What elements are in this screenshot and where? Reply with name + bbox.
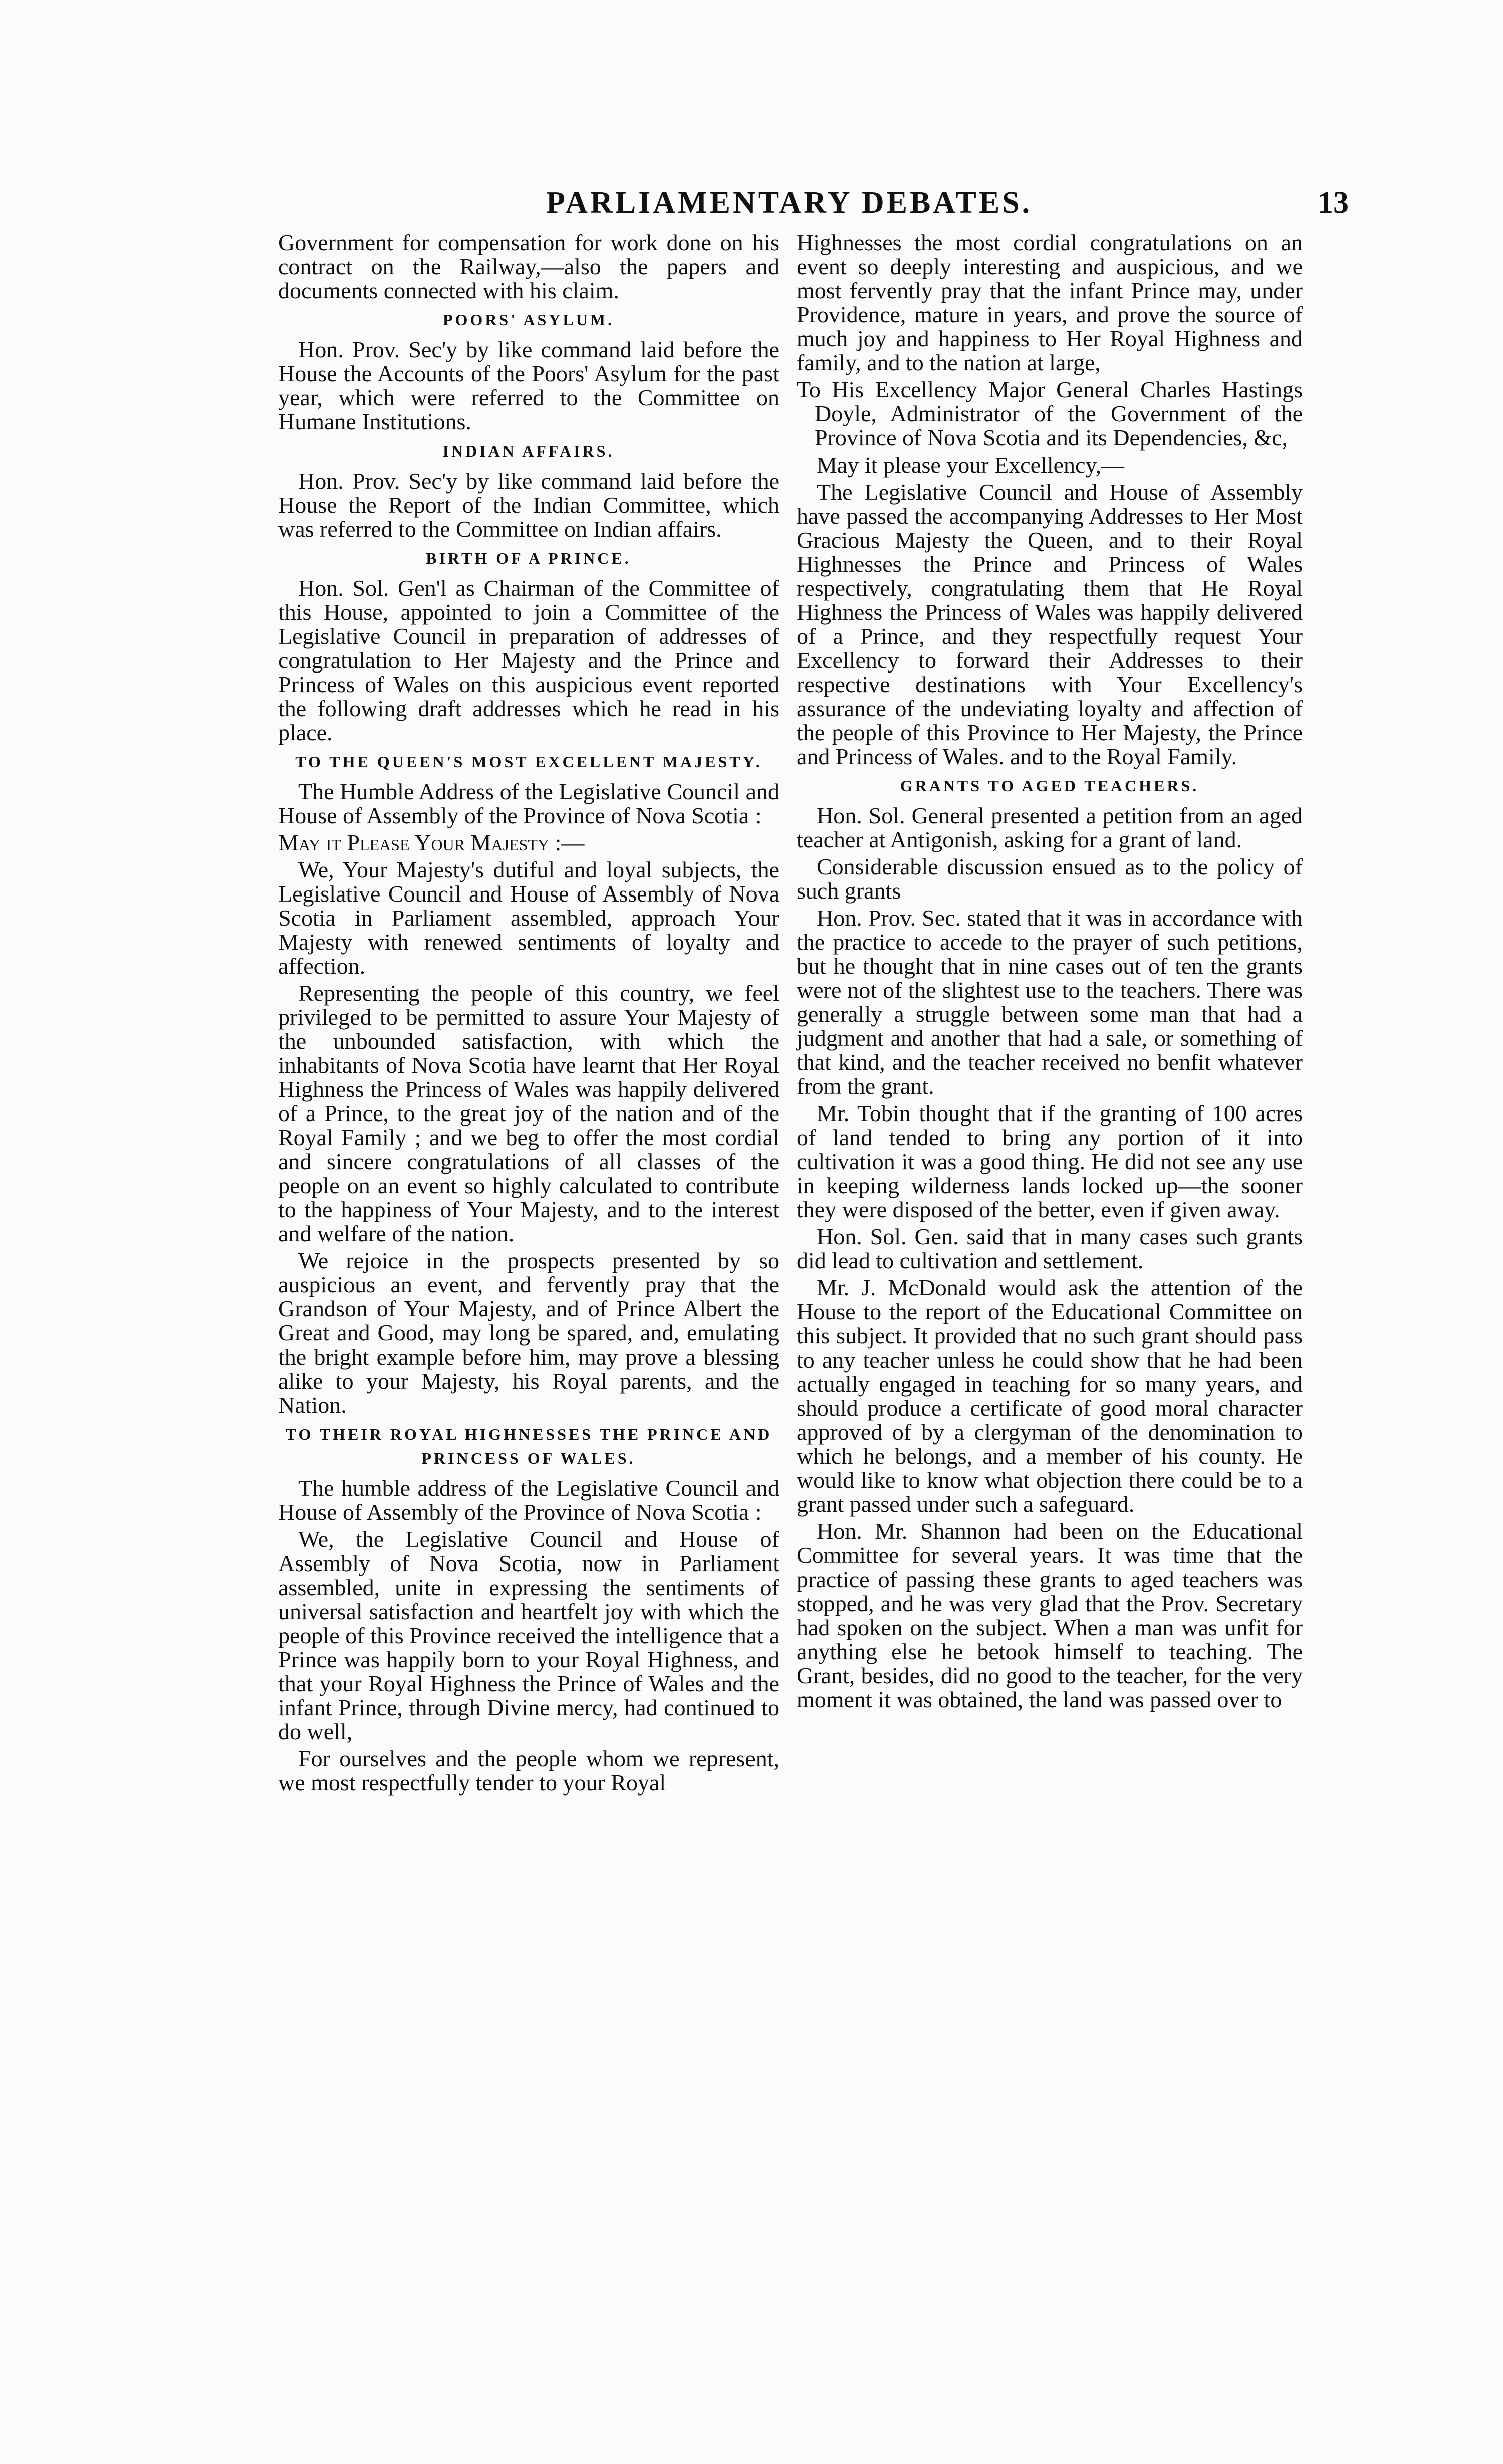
page-header	[0, 185, 1503, 226]
paragraph: We, Your Majesty's dutiful and loyal subjects, the Legislative Council and House of Assembly of Nova Scotia in Parliament assembled, approach Your Majesty with renewed sentiments of loyalty and affection.	[278, 857, 779, 979]
paragraph: Hon. Sol. Gen. said that in many cases such grants did lead to cultivation and settlement.	[797, 1224, 1303, 1273]
address-block: To His Excellency Major General Charles Hastings Doyle, Administrator of the Government of the Province of Nova Scotia and its Dependencies, &c,	[797, 377, 1303, 451]
section-heading: INDIAN AFFAIRS.	[442, 442, 615, 460]
running-title: PARLIAMENTARY DEBATES.	[546, 186, 1033, 220]
paragraph: We rejoice in the prospects presented by so auspicious an event, and fervently pray that the Grandson of Your Majesty, and of Prince Albert the Great and Good, may long be spared, and, emulating the bright example before him, may prove a blessing alike to your Majesty, his Royal parents, and the Nation.	[278, 1248, 779, 1418]
paragraph: Hon. Mr. Shannon had been on the Educational Committee for several years. It was time that the practice of passing these grants to aged teachers was stopped, and he was very glad that the Prov. Secretary had spoken on the subject. When a man was unfit for anything else he betook himself to teaching. The Grant, besides, did no good to the teacher, for the very moment it was obtained, the land was passed over to	[797, 1518, 1303, 1712]
paragraph: Mr. J. McDonald would ask the attention of the House to the report of the Educational Committee on this subject. It provided that no such grant should pass to any teacher unless he could show that he had been actually engaged in teaching for so many years, and should produce a certificate of good moral character approved of by a clergyman of the denomination to which he belongs, and a member of his county. He would like to know what objection there could be to a grant passed under such a safeguard.	[797, 1275, 1303, 1517]
paragraph: Hon. Prov. Sec'y by like command laid before the House the Accounts of the Poors' Asylum for the past year, which were referred to the Committee on Humane Institutions.	[278, 337, 779, 434]
right-column	[797, 231, 1303, 1715]
paragraph: For ourselves and the people whom we represent, we most respectfully tender to your Royal	[278, 1746, 779, 1796]
paragraph: Government for compensation for work done on his contract on the Railway,—also the papers and documents connected with his claim.	[278, 230, 779, 303]
paragraph: Considerable discussion ensued as to the policy of such grants	[797, 854, 1303, 904]
page-number: 13	[1318, 186, 1349, 220]
paragraph: Mr. Tobin thought that if the granting of 100 acres of land tended to bring any portion of it into cultivation it was a good thing. He did not see any use in keeping wilderness lands locked up—the sooner they were disposed of the better, even if given away.	[797, 1100, 1303, 1222]
paragraph: Representing the people of this country, we feel privileged to be permitted to assure Your Majesty of the unbounded satisfaction, with which the inhabitants of Nova Scotia have learnt that Her Royal Highness the Princess of Wales was happily delivered of a Prince, to the great joy of the nation and of the Royal Family ; and we beg to offer the most cordial and sincere congratulations of all classes of the people on an event so highly calculated to contribute to the happiness of Your Majesty, and to the interest and welfare of the nation.	[278, 980, 779, 1246]
section-heading: GRANTS TO AGED TEACHERS.	[900, 777, 1199, 795]
section-heading: TO THEIR ROYAL HIGHNESSES THE PRINCE AND PRINCESS OF WALES.	[285, 1425, 772, 1467]
paragraph: Highnesses the most cordial congratulations on an event so deeply interesting and auspicious, and we most fervently pray that the infant Prince may, under Providence, mature in years, and prove the source of much joy and happiness to Her Royal Highness and family, and to the nation at large,	[797, 230, 1303, 375]
paragraph: The humble address of the Legislative Council and House of Assembly of the Province of Nova Scotia :	[278, 1475, 779, 1525]
left-column	[278, 231, 779, 1798]
paragraph: Hon. Sol. General presented a petition from an aged teacher at Antigonish, asking for a grant of land.	[797, 803, 1303, 852]
paragraph: The Legislative Council and House of Assembly have passed the accompanying Addresses to Her Most Gracious Majesty the Queen, and to their Royal Highnesses the Prince and Princess of Wales respectively, congratulating them that He Royal Highness the Princess of Wales was happily delivered of a Prince, and they respectfully request Your Excellency to forward their Addresses to their respective destinations with Your Excellency's assurance of the undeviating loyalty and affection of the people of this Province to Her Majesty, the Prince and Princess of Wales. and to the Royal Family.	[797, 479, 1303, 769]
paragraph: Hon. Prov. Sec'y by like command laid before the House the Report of the Indian Committee, which was referred to the Committee on Indian affairs.	[278, 468, 779, 542]
paragraph: We, the Legislative Council and House of Assembly of Nova Scotia, now in Parliament assembled, unite in expressing the sentiments of universal satisfaction and heartfelt joy with which the people of this Province received the intelligence that a Prince was happily born to your Royal Highness, and that your Royal Highness the Prince of Wales and the infant Prince, through Divine mercy, had continued to do well,	[278, 1526, 779, 1744]
paragraph: Hon. Sol. Gen'l as Chairman of the Committee of this House, appointed to join a Committee of the Legislative Council in preparation of addresses of congratulation to Her Majesty and the Prince and Princess of Wales on this auspicious event reported the following draft addresses which he read in his place.	[278, 575, 779, 745]
paragraph: Hon. Prov. Sec. stated that it was in accordance with the practice to accede to the prayer of such petitions, but he thought that in nine cases out of ten the grants were not of the slightest use to the teachers. There was generally a struggle between some man that had a judgment and another that had a sale, or something of that kind, and the teacher received no benfit whatever from the grant.	[797, 905, 1303, 1099]
salutation: May it please your Excellency,—	[817, 452, 1124, 478]
salutation: May it Please Your Majesty :—	[278, 830, 585, 855]
section-heading: POORS' ASYLUM.	[442, 311, 615, 329]
section-heading: TO THE QUEEN'S MOST EXCELLENT MAJESTY.	[295, 753, 762, 771]
paragraph: The Humble Address of the Legislative Council and House of Assembly of the Province of Nova Scotia :	[278, 779, 779, 828]
section-heading: BIRTH OF A PRINCE.	[426, 549, 631, 567]
